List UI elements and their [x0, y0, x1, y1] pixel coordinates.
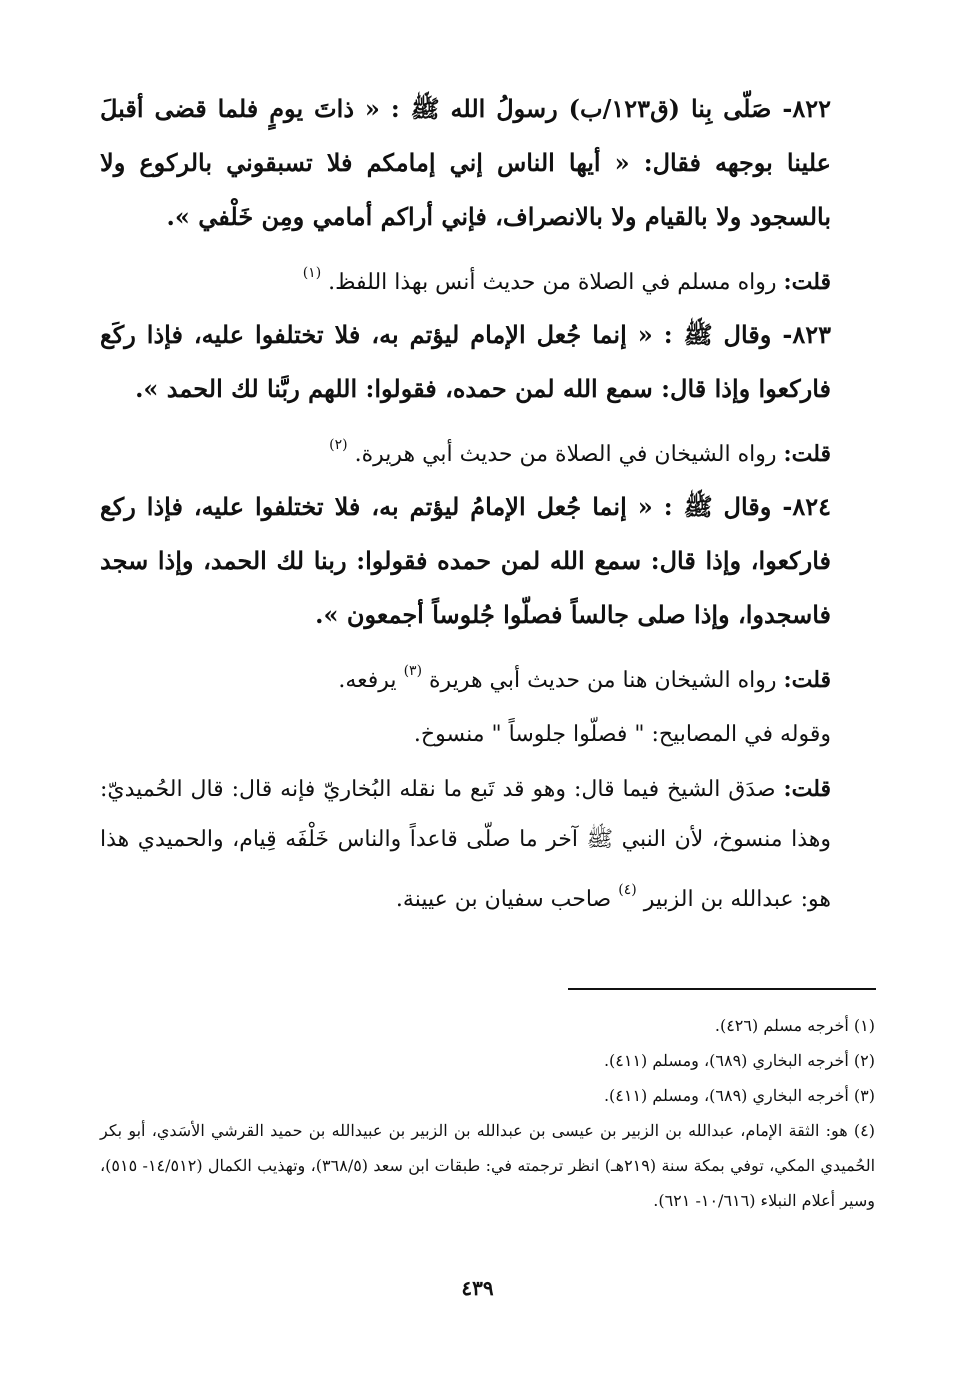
hadith-822: [100, 82, 875, 244]
comment-label: قلت:: [783, 776, 831, 802]
hadith-823: [100, 308, 875, 416]
hadith-824-text: ٨٢٤- وقال ﷺ : « إنما جُعل الإمامُ ليؤتم به، فلا تختلفوا عليه، فإذا ركع فاركعوا، وإذا قال: سمع الله لمن حمده فقولوا: ربنا لك الحمد، وإذا سجد فاسجدوا، وإذا صلى جالساً فصلّوا جُلوساً أجمعون ».: [100, 492, 831, 629]
footnote-ref: (١): [302, 265, 322, 281]
comment-text: رواه الشيخان في الصلاة من حديث أبي هريرة.: [354, 442, 777, 467]
footnote-ref: (٤): [618, 882, 637, 898]
footnote-2: (٢) أخرجه البخاري (٦٨٩)، ومسلم (٤١١).: [603, 1051, 875, 1070]
footnotes: [100, 1008, 875, 1218]
comment-label: قلت:: [783, 667, 831, 693]
footnote-1: (١) أخرجه مسلم (٤٢٦).: [714, 1016, 875, 1035]
final-comment-text-after: صاحب سفيان بن عيينة.: [395, 887, 612, 912]
comment-text: رواه مسلم في الصلاة من حديث أنس بهذا اللفظ.: [328, 270, 777, 295]
final-comment-text: صدَق الشيخ فيما قال: وهو قد تَبع ما نقله البُخاريّ فإنه قال: قال الحُميديّ: وهذا منسوخ، لأن النبي ﷺ آخر ما صلّى قاعداً والناس خَلْفَه قِيام، والحميدي هذا هو: عبدالله بن الزبير: [100, 777, 831, 912]
comment-1: [100, 248, 875, 308]
final-comment: [100, 764, 875, 925]
footnote-ref: (٣): [403, 663, 423, 679]
comment-text-after: يرفعه.: [338, 668, 397, 693]
page-number: ٤٣٩: [461, 1276, 494, 1300]
comment-label: قلت:: [783, 269, 831, 295]
footnote-divider: [568, 988, 876, 990]
footnote-3: (٣) أخرجه البخاري (٦٨٩)، ومسلم (٤١١).: [603, 1086, 875, 1105]
masabih-note-text: وقوله في المصابيح: " فصلّوا جلوساً " منسوخ.: [413, 722, 831, 747]
masabih-note: [100, 710, 875, 760]
comment-label: قلت:: [783, 441, 831, 467]
comment-2: [100, 420, 875, 480]
comment-text: رواه الشيخان هنا من حديث أبي هريرة: [429, 668, 777, 693]
comment-3: [100, 646, 875, 706]
hadith-824: [100, 480, 875, 642]
footnote-4: (٤) هو: الثقة الإمام، عبدالله بن الزبير بن عيسى بن عبدالله بن الزبير بن عبيدالله بن حميد القرشي الأسَدي، أبو بكر الحُميدي المكي، توفي بمكة سنة (٢١٩هـ) انظر ترجمته في: طبقات ابن سعد (٣٦٨/٥)، وتهذيب الكمال (١٤/٥١٢- ٥١٥)، وسير أعلام النبلاء (١٠/٦١٦- ٦٢١).: [100, 1121, 876, 1210]
footnote-ref: (٢): [329, 437, 348, 453]
hadith-822-text: ٨٢٢- صَلّى بِنا (ق١٢٣/ب) رسولُ الله ﷺ : « ذاتَ يومٍ فلما قضى أقبلَ علينا بوجهه فقال: « أيها الناس إني إمامكم فلا تسبقوني بالركوع ولا بالسجود ولا بالقيام ولا بالانصراف، فإني أراكم أمامي ومِن خَلْفي ».: [100, 94, 831, 231]
hadith-823-text: ٨٢٣- وقال ﷺ : « إنما جُعل الإمام ليؤتم به، فلا تختلفوا عليه، فإذا ركَع فاركعوا وإذا قال: سمع الله لمن حمده، فقولوا: اللهم ربَّنا لك الحمد ».: [100, 320, 831, 403]
main-text: [100, 82, 875, 925]
